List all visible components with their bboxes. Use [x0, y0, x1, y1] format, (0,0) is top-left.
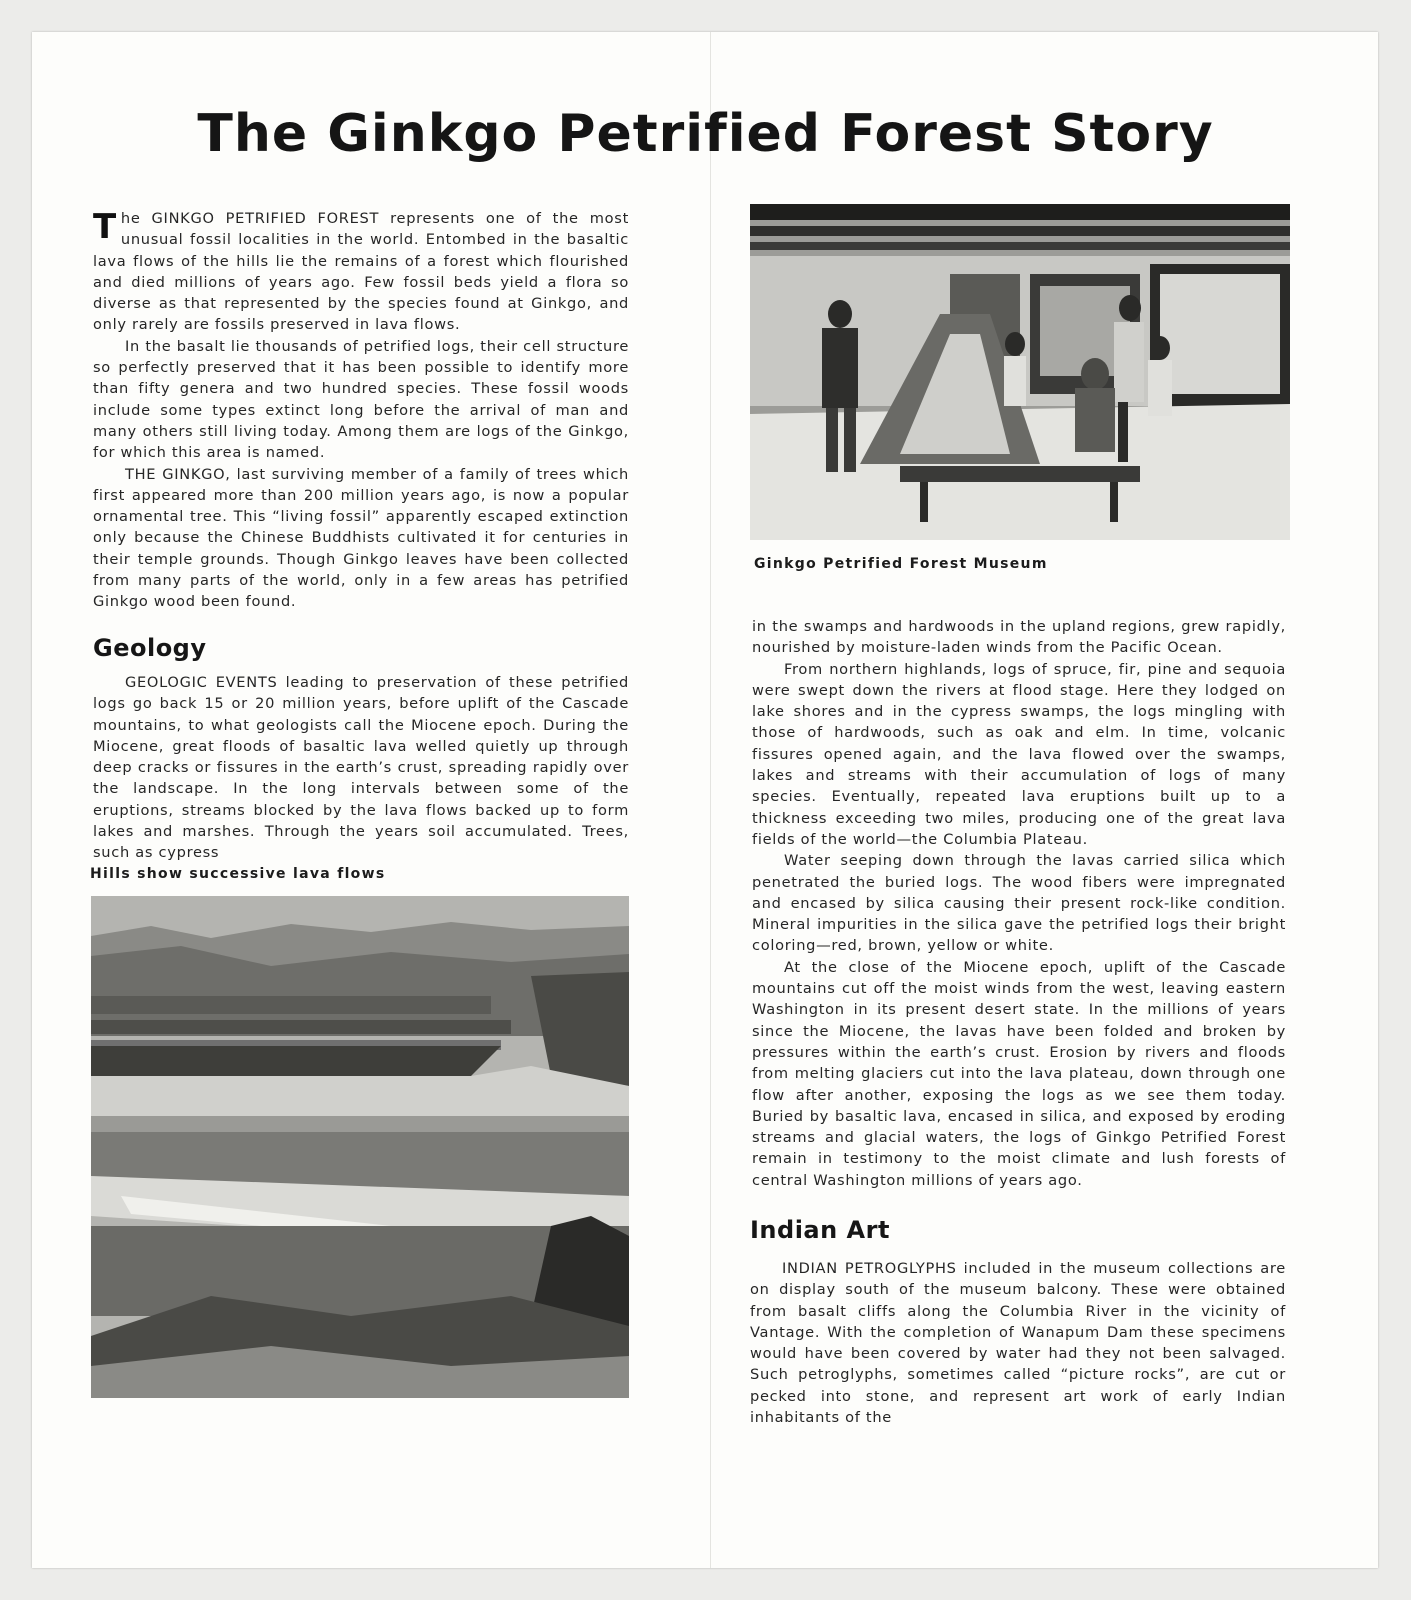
intro-paragraph-1-text: he GINKGO PETRIFIED FOREST represents one of the most unusual fossil localities in the world. Entombed in the basaltic lava flows of the hills lie the remains of a forest which flourished and died millions of years ago. Few fossil beds yield a flora so diverse as that represented by the species found at Ginkgo, and only rarely are fossils preserved in lava flows. — [93, 210, 629, 334]
intro-text — [93, 208, 629, 613]
lava-flows-photo — [91, 896, 629, 1398]
intro-paragraph-3: THE GINKGO, last surviving member of a family of trees which first appeared more than 200 million years ago, is now a popular ornamental tree. This “living fossil” apparently escaped extinction only because the Chinese Buddhists cultivated it for centuries in their temple grounds. Though Ginkgo leaves have been collected from many parts of the world, only in a few areas has petrified Ginkgo wood been found. — [93, 465, 629, 611]
museum-caption: Ginkgo Petrified Forest Museum — [754, 556, 1048, 572]
right-paragraph-4: At the close of the Miocene epoch, uplift of the Cascade mountains cut off the moist winds from the west, leaving eastern Washington in its present desert state. In the millions of years since the Miocene, the lavas have been folded and broken by pressures within the earth’s crust. Erosion by rivers and floods from melting glaciers cut into the lava plateau, down through one flow after another, exposing the logs as we see them today. Buried by basaltic lava, encased in silica, and exposed by eroding streams and glacial waters, the logs of Ginkgo Petrified Forest remain in testimony to the moist climate and lush forests of central Washington millions of years ago. — [752, 958, 1286, 1189]
museum-photo — [750, 204, 1290, 540]
right-paragraph-2: From northern highlands, logs of spruce, fir, pine and sequoia were swept down the rivers at flood stage. Here they lodged on lake shores and in the cypress swamps, the logs mingling with those of hardwoods, such as oak and elm. In time, volcanic fissures opened again, and the lava flowed over the swamps, lakes and streams with their accumulation of logs of many species. Eventually, repeated lava eruptions built up to a thickness exceeding two miles, producing one of the great lava fields of the world—the Columbia Plateau. — [752, 660, 1286, 848]
geology-paragraph-1: GEOLOGIC EVENTS leading to preservation of these petrified logs go back 15 or 20 million years, before uplift of the Cascade mountains, to what geologists call the Miocene epoch. During the Miocene, great floods of basaltic lava welled quietly up through deep cracks or fissures in the earth’s crust, spreading rapidly over the landscape. In the long intervals between some of the eruptions, streams blocked by the lava flows backed up to form lakes and marshes. Through the years soil accumulated. Trees, such as cypress — [93, 674, 629, 862]
intro-paragraph-1 — [93, 208, 629, 336]
right-column-text — [752, 616, 1286, 1191]
indian-art-text — [750, 1258, 1286, 1428]
indian-art-heading: Indian Art — [750, 1216, 890, 1244]
right-paragraph-3: Water seeping down through the lavas carried silica which penetrated the buried logs. The wood fibers were impregnated and encased by silica causing their present rock-like condition. Mineral impurities in the silica gave the petrified logs their bright coloring—red, brown, yellow or white. — [752, 852, 1286, 955]
geology-text — [93, 672, 629, 864]
center-fold — [710, 32, 711, 1568]
indian-art-paragraph-1: INDIAN PETROGLYPHS included in the museum collections are on display south of the museum balcony. These were obtained from basalt cliffs along the Columbia River in the vicinity of Vantage. With the completion of Wanapum Dam these specimens would have been covered by water had they not been salvaged. Such petroglyphs, sometimes called “picture rocks”, are cut or pecked into stone, and represent art work of early Indian inhabitants of the — [750, 1260, 1286, 1427]
page-title: The Ginkgo Petrified Forest Story — [197, 104, 1214, 164]
drop-cap: T — [93, 207, 117, 247]
geology-heading: Geology — [93, 634, 207, 662]
intro-paragraph-2: In the basalt lie thousands of petrified logs, their cell structure so perfectly preserved that it has been possible to identify more than fifty genera and two hundred species. These fossil woods include some types extinct long before the arrival of man and many others still living today. Among them are logs of the Ginkgo, for which this area is named. — [93, 337, 629, 462]
hills-caption: Hills show successive lava flows — [90, 866, 386, 882]
right-paragraph-1: in the swamps and hardwoods in the upland regions, grew rapidly, nourished by moisture-laden winds from the Pacific Ocean. — [752, 618, 1286, 657]
